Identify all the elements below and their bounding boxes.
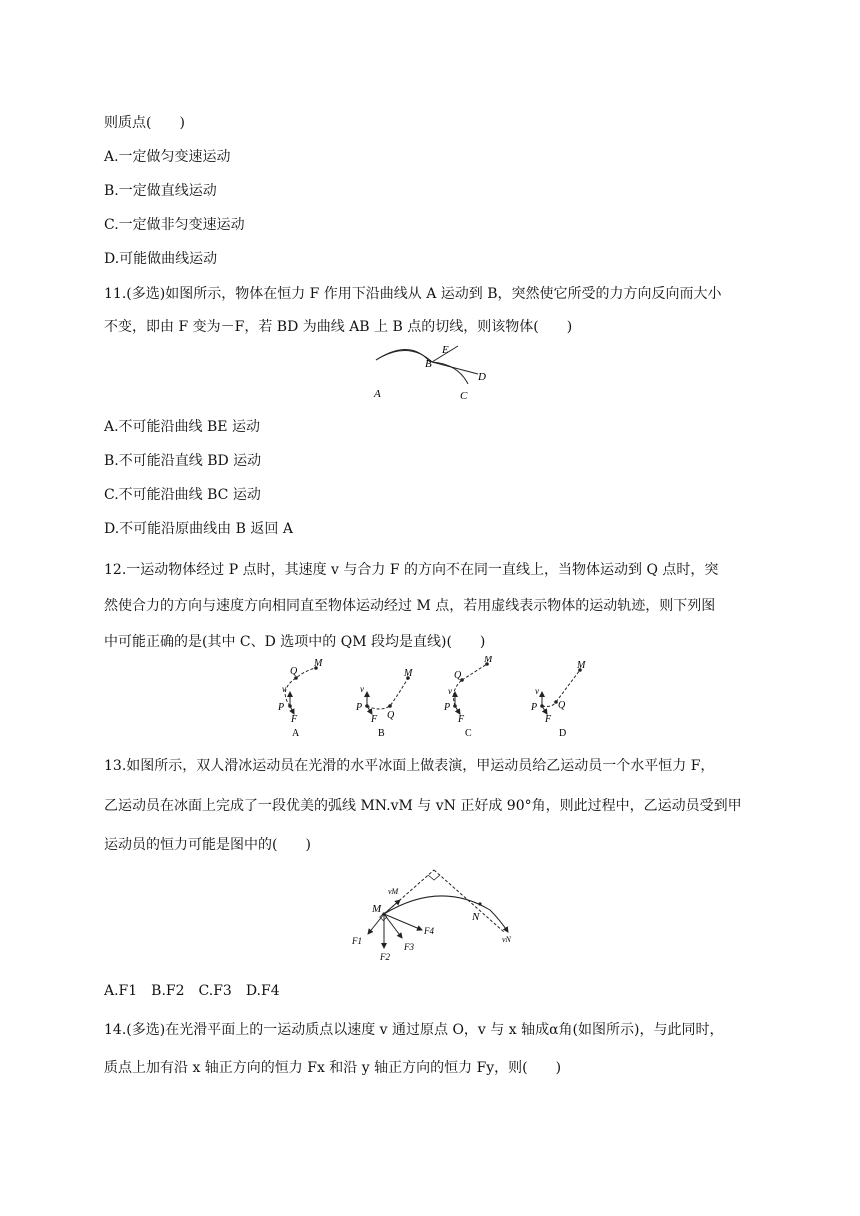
- q13-figure: [340, 862, 530, 970]
- q12-b-v: v: [360, 684, 364, 694]
- q14-stem-line1: 14.(多选)在光滑平面上的一运动质点以速度 v 通过原点 O，v 与 x 轴成α角(如图所示)，与此同时，: [104, 1022, 724, 1038]
- q12-option-d-diagram: [530, 660, 586, 739]
- q13-label-f2: F2: [380, 952, 390, 962]
- q13-label-vm: vM: [388, 887, 399, 896]
- q12-c-m: M: [484, 656, 493, 665]
- q13-label-m: M: [372, 903, 382, 915]
- q10-option-a: A.一定做匀变速运动: [104, 149, 231, 165]
- q12-d-v: v: [535, 686, 539, 696]
- q12-option-b-diagram: [355, 668, 413, 739]
- q11-option-a: A.不可能沿曲线 BE 运动: [104, 419, 260, 435]
- q12-caption-d: D: [559, 728, 567, 739]
- q12-c-f: F: [458, 714, 465, 725]
- q12-b-f: F: [371, 714, 378, 725]
- q13-answer-options: A.F1 B.F2 C.F3 D.F4: [104, 983, 280, 999]
- q12-a-f: F: [291, 714, 298, 725]
- q12-stem-line3: 中可能正确的是(其中 C、D 选项中的 QM 段均是直线)( ): [104, 634, 486, 650]
- q11-label-d: D: [478, 371, 486, 383]
- q12-caption-a: A: [292, 728, 300, 739]
- q11-stem-line2: 不变，即由 F 变为－F，若 BD 为曲线 AB 上 B 点的切线，则该物体( ): [104, 319, 573, 335]
- q12-a-m: M: [314, 658, 323, 669]
- q11-option-d: D.不可能沿原曲线由 B 返回 A: [104, 521, 293, 537]
- q13-label-f1: F1: [352, 936, 362, 946]
- q13-stem-line3: 运动员的恒力可能是图中的( ): [104, 837, 311, 853]
- q12-option-a-diagram: [277, 658, 323, 739]
- q11-label-b: B: [425, 358, 432, 370]
- q13-label-vn: vN: [502, 935, 511, 944]
- q11-figure: [370, 340, 500, 408]
- q12-d-p: P: [531, 702, 538, 713]
- q10-option-c: C.一定做非匀变速运动: [104, 217, 245, 233]
- q11-label-c: C: [460, 390, 468, 402]
- q12-stem-line1: 12.一运动物体经过 P 点时，其速度 v 与合力 F 的方向不在同一直线上，当物体运动到 Q 点时，突: [104, 562, 719, 578]
- q10-stem-tail: 则质点( ): [104, 115, 185, 131]
- q11-stem-line1: 11.(多选)如图所示，物体在恒力 F 作用下沿曲线从 A 运动到 B，突然使它所受的力方向反向而大小: [104, 286, 722, 302]
- q12-b-q: Q: [387, 710, 395, 721]
- q12-c-q: Q: [454, 670, 462, 681]
- q12-caption-c: C: [465, 728, 472, 739]
- q12-c-p: P: [444, 702, 451, 713]
- q13-stem-line1: 13.如图所示，双人滑冰运动员在光滑的水平冰面上做表演，甲运动员给乙运动员一个水平恒力 F，: [104, 758, 715, 774]
- q13-label-f4: F4: [424, 926, 434, 936]
- q10-option-d: D.可能做曲线运动: [104, 251, 218, 267]
- q12-b-p: P: [356, 702, 363, 713]
- q12-option-c-diagram: [443, 656, 493, 739]
- q11-label-a: A: [374, 388, 381, 400]
- q12-caption-b: B: [378, 728, 385, 739]
- q12-b-m: M: [404, 668, 413, 679]
- q12-stem-line2: 然使合力的方向与速度方向相同直至物体运动经过 M 点，若用虚线表示物体的运动轨迹，则下列图: [104, 598, 716, 614]
- q12-a-v: v: [282, 684, 286, 694]
- q12-a-p: P: [278, 702, 285, 713]
- q14-stem-line2: 质点上加有沿 x 轴正方向的恒力 Fx 和沿 y 轴正方向的恒力 Fy，则( ): [104, 1060, 562, 1076]
- q13-label-n: N: [472, 911, 480, 923]
- q12-d-m: M: [577, 660, 586, 671]
- q13-stem-line2: 乙运动员在冰面上完成了一段优美的弧线 MN.vM 与 vN 正好成 90°角，则此过程中，乙运动员受到甲: [104, 798, 742, 814]
- q12-c-v: v: [448, 686, 452, 696]
- q12-d-q: Q: [558, 700, 566, 711]
- q10-option-b: B.一定做直线运动: [104, 183, 217, 199]
- q11-option-b: B.不可能沿直线 BD 运动: [104, 453, 262, 469]
- q11-label-e: E: [442, 344, 449, 356]
- q12-figure: [272, 656, 602, 740]
- q12-d-f: F: [545, 714, 552, 725]
- q12-a-q: Q: [290, 666, 298, 677]
- q13-label-f3: F3: [404, 942, 414, 952]
- q11-option-c: C.不可能沿曲线 BC 运动: [104, 487, 261, 503]
